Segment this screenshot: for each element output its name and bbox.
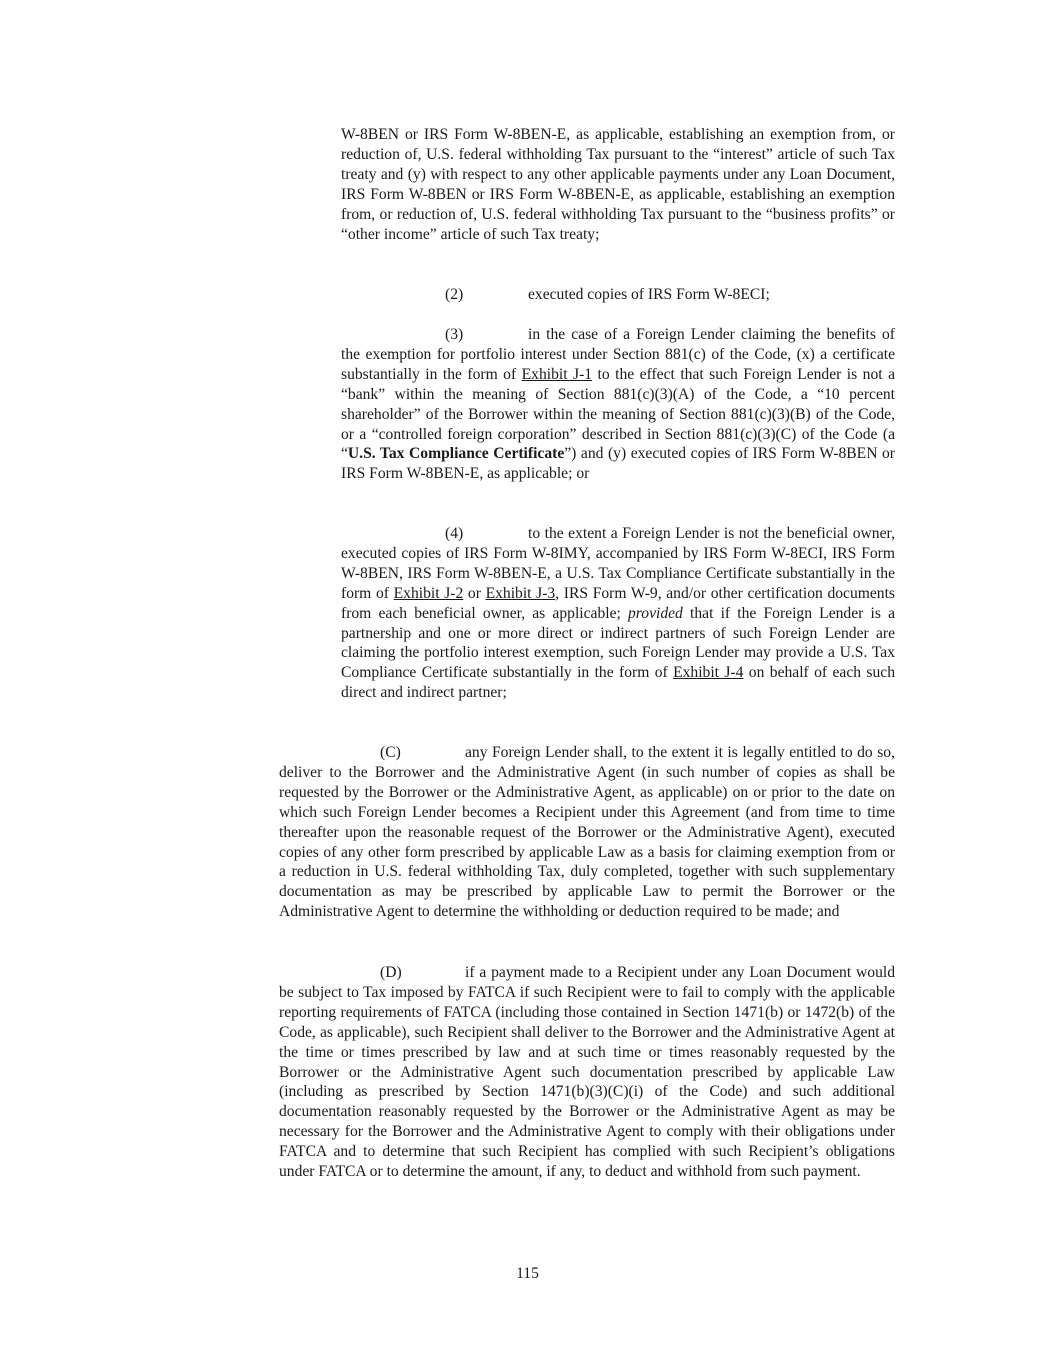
item-2-text: executed copies of IRS Form W-8ECI; [528, 286, 770, 303]
item-c-number: (C) [380, 744, 401, 761]
item-d-number: (D) [380, 964, 402, 981]
item-4-text-a: to the extent a Foreign Lender is not the beneficial owner, executed copies of IRS Form W-8IMY, accompanied by IRS Form W-8ECI, IRS Form W-8BEN, IRS Form W-8BEN-E, a U.S. Tax Compliance Certificate substantially in the form of [341, 525, 895, 602]
provided-italic: provided [628, 604, 683, 622]
item-4-number: (4) [445, 525, 464, 542]
item-c-paragraph [279, 743, 895, 922]
exhibit-j3-reference: Exhibit J-3 [485, 584, 556, 602]
item-d-paragraph [279, 963, 895, 1182]
item-3-text-b: to the effect that such Foreign Lender is not a “bank” within the meaning of Section 881(c)(3)(A) of the Code, a “10 percent shareholder” of the Borrower within the meaning of Section 881(c)(3)(B) of the Code, or a “controlled foreign corporation” described in Section 881(c)(3)(C) of the Code (a “ [341, 365, 895, 463]
item-3-text-c: ”) and (y) executed copies of IRS Form W-8BEN or IRS Form W-8BEN-E, as applicable; or [341, 445, 895, 483]
page-number: 115 [516, 1265, 539, 1282]
exhibit-j1-reference: Exhibit J-1 [521, 365, 593, 383]
item-4-text-e: on behalf of each such direct and indirect partner; [341, 664, 895, 702]
defined-term-us-tax-compliance-certificate: U.S. Tax Compliance Certificate [347, 445, 565, 463]
item-4-text-c: , IRS Form W-9, and/or other certification documents from each beneficial owner, as applicable; [341, 584, 896, 622]
item-2-paragraph [341, 285, 895, 305]
item-3-number: (3) [445, 326, 464, 343]
item-4-paragraph [341, 524, 895, 703]
item-4-text-d: that if the Foreign Lender is a partnership and one or more direct or indirect partners of such Foreign Lender are claiming the portfolio interest exemption, such Foreign Lender may provide a U.S. Tax Compliance Certificate substantially in the form of [341, 604, 895, 682]
item-d-text: if a payment made to a Recipient under any Loan Document would be subject to Tax imposed by FATCA if such Recipient were to fail to comply with the applicable reporting requirements of FATCA (including those contained in Section 1471(b) or 1472(b) of the Code, as applicable), such Recipient shall deliver to the Borrower and the Administrative Agent at the time or times prescribed by law and at such time or times reasonably requested by the Borrower or the Administrative Agent such documentation prescribed by applicable Law (including as prescribed by Section 1471(b)(3)(C)(i) of the Code) and such additional documentation reasonably requested by the Borrower or the Administrative Agent as may be necessary for the Borrower and the Administrative Agent to comply with their obligations under FATCA and to determine that such Recipient has complied with such Recipient’s obligations under FATCA or to determine the amount, if any, to deduct and withhold from such payment. [279, 964, 895, 1181]
exhibit-j4-reference: Exhibit J-4 [673, 664, 744, 682]
exhibit-j2-reference: Exhibit J-2 [393, 584, 464, 602]
item-3-text-a: in the case of a Foreign Lender claiming the benefits of the exemption for portfolio interest under Section 881(c) of the Code, (x) a certificate substantially in the form of [341, 326, 895, 383]
item-c-text: any Foreign Lender shall, to the extent it is legally entitled to do so, deliver to the Borrower and the Administrative Agent (in such number of copies as shall be requested by the Borrower or the Administrative Agent, as applicable) on or prior to the date on which such Foreign Lender becomes a Recipient under this Agreement (and from time to time thereafter upon the reasonable request of the Borrower or the Administrative Agent), executed copies of any other form prescribed by applicable Law as a basis for claiming exemption from or a reduction in U.S. federal withholding Tax, duly completed, together with such supplementary documentation as may be prescribed by applicable Law to permit the Borrower or the Administrative Agent to determine the withholding or deduction required to be made; and [279, 744, 895, 921]
item-4-text-b: or [463, 584, 486, 602]
item-2-number: (2) [445, 286, 464, 303]
continuation-text: W-8BEN or IRS Form W-8BEN-E, as applicable, establishing an exemption from, or reduction of, U.S. federal withholding Tax pursuant to the “interest” article of such Tax treaty and (y) with respect to any other applicable payments under any Loan Document, IRS Form W-8BEN or IRS Form W-8BEN-E, as applicable, establishing an exemption from, or reduction of, U.S. federal withholding Tax pursuant to the “business profits” or “other income” article of such Tax treaty; [341, 126, 895, 243]
item-3-paragraph [341, 325, 895, 484]
continuation-paragraph [341, 125, 895, 244]
